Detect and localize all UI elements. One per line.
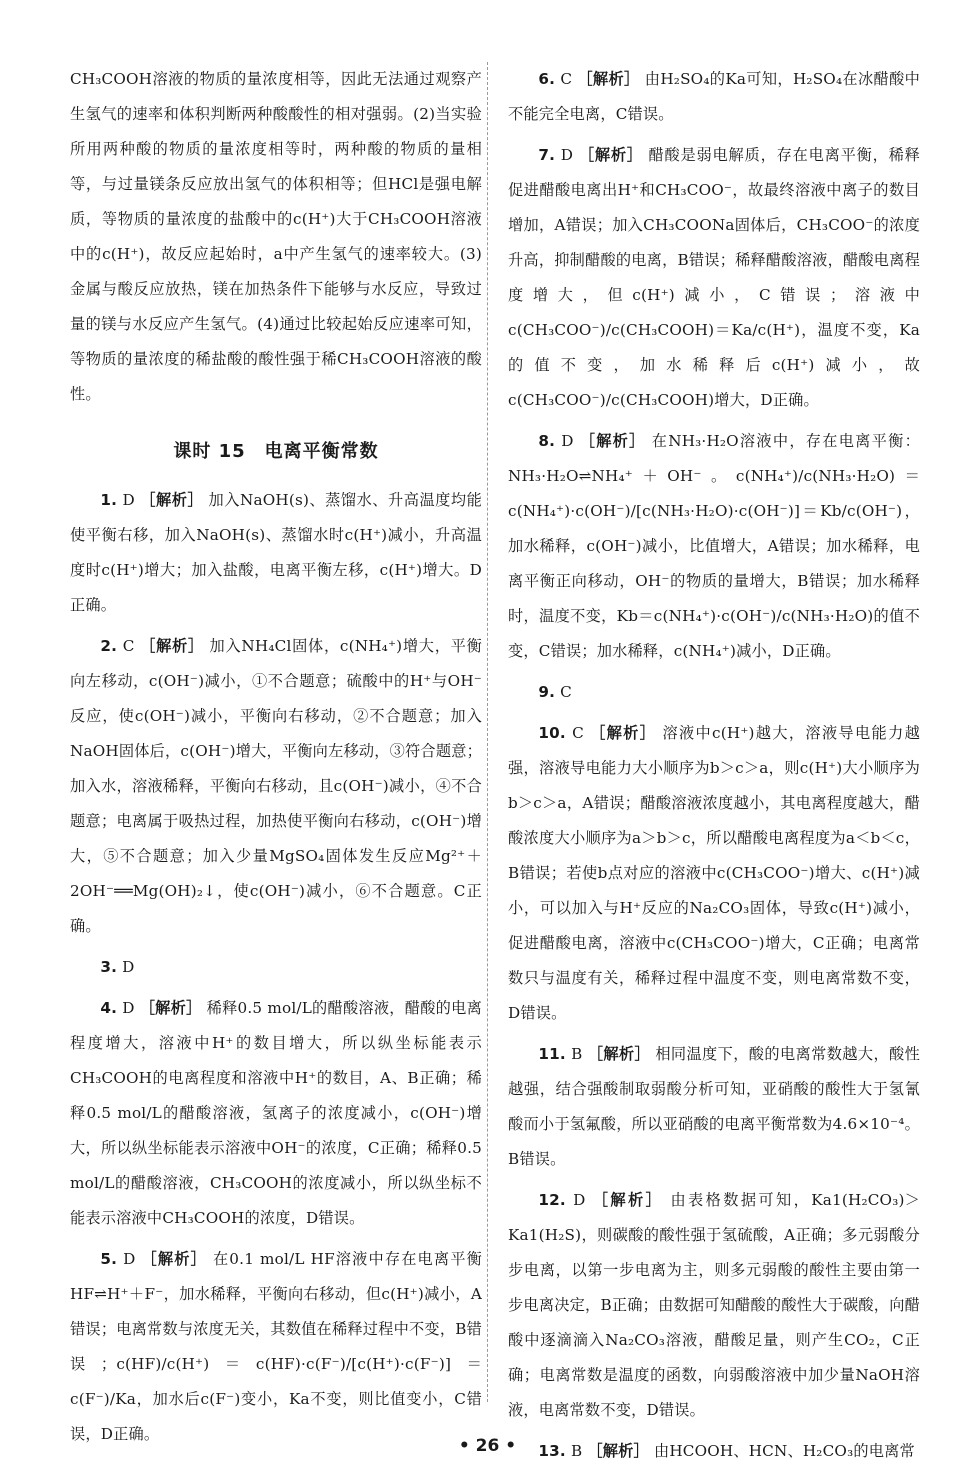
item-text: 稀释0.5 mol/L的醋酸溶液，醋酸的电离程度增大，溶液中H⁺的数目增大，所以纵坐标能表示CH₃COOH的电离程度和溶液中H⁺的数目，A、B正确；稀释0.5 mol/L的醋酸溶液，氢离子的浓度减小，c(OH⁻)增大，所以纵坐标能表示溶液中OH⁻的浓度，C正确；稀释0.5 mol/L的醋酸溶液，CH₃COOH的浓度减小，所以纵坐标不能表示溶液中CH₃COOH的浓度，D错误。 xyxy=(70,999,482,1227)
item-tag: ［解析］ xyxy=(141,1250,207,1268)
item-answer: D xyxy=(122,999,135,1017)
item-text: 溶液中c(H⁺)越大，溶液导电能力越强，溶液导电能力大小顺序为b＞c＞a，则c(H⁺)大小顺序为b＞c＞a，A错误；醋酸溶液浓度越小，其电离程度越大，醋酸浓度大小顺序为a＞b＞c，所以醋酸电离程度为a＜b＜c，B错误；若使b点对应的溶液中c(CH₃COO⁻)增大、c(H⁺)减小，可以加入与H⁺反应的Na₂CO₃固体，导致c(H⁺)减小，促进醋酸电离，溶液中c(CH₃COO⁻)增大，C正确；电离常数只与温度有关，稀释过程中温度不变，则电离常数不变，D错误。 xyxy=(508,724,921,1022)
item-tag: ［解析］ xyxy=(579,432,646,450)
item-text: 由HCOOH、HCN、H₂CO₃的电离常 xyxy=(653,1442,915,1460)
item-answer: B xyxy=(571,1045,583,1063)
item-tag: ［解析］ xyxy=(592,1191,664,1209)
column-divider xyxy=(487,62,488,1402)
answer-item-4 xyxy=(70,991,482,1236)
item-answer: D xyxy=(561,432,574,450)
answer-item-1 xyxy=(70,483,482,623)
item-number: 2. xyxy=(100,637,118,655)
left-column xyxy=(70,62,482,1458)
item-answer: C xyxy=(122,637,135,655)
item-answer: D xyxy=(122,958,135,976)
intro-paragraph: CH₃COOH溶液的物质的量浓度相等，因此无法通过观察产生氢气的速率和体积判断两种酸酸性的相对强弱。(2)当实验所用两种酸的物质的量浓度相等时，两种酸的物质的量相等，与过量镁条反应放出氢气的体积相等；但HCl是强电解质，等物质的量浓度的盐酸中的c(H⁺)大于CH₃COOH溶液中的c(H⁺)，故反应起始时，a中产生氢气的速率较大。(3)金属与酸反应放热，镁在加热条件下能够与水反应，导致过量的镁与水反应产生氢气。(4)通过比较起始反应速率可知，等物质的量浓度的稀盐酸的酸性强于稀CH₃COOH溶液的酸性。 xyxy=(70,70,482,403)
item-text: 在0.1 mol/L HF溶液中存在电离平衡HF⇌H⁺＋F⁻，加水稀释，平衡向右移动，但c(H⁺)减小，A错误；电离常数与浓度无关，其数值在稀释过程中不变，B错误；c(HF)/c(H⁺)＝c(HF)·c(F⁻)/[c(H⁺)·c(F⁻)]＝c(F⁻)/Ka，加水后c(F⁻)变小，Ka不变，则比值变小，C错误，D正确。 xyxy=(70,1250,482,1443)
item-tag: ［解析］ xyxy=(140,637,204,655)
item-tag: ［解析］ xyxy=(587,1045,651,1063)
item-answer: B xyxy=(570,1442,583,1460)
item-answer: D xyxy=(122,491,135,509)
item-text: 由表格数据可知，Ka1(H₂CO₃)＞Ka1(H₂S)，则碳酸的酸性强于氢硫酸，A正确；多元弱酸分步电离，以第一步电离为主，则多元弱酸的酸性主要由第一步电离决定，B正确；由数据可知醋酸的酸性大于碳酸，向醋酸中逐滴滴入Na₂CO₃溶液，醋酸足量，则产生CO₂，C正确；电离常数是温度的函数，向弱酸溶液中加少量NaOH溶液，电离常数不变，D错误。 xyxy=(508,1191,921,1419)
item-answer: D xyxy=(123,1250,136,1268)
answer-item-7 xyxy=(508,138,920,418)
answer-item-6 xyxy=(508,62,920,132)
item-tag: ［解析］ xyxy=(139,999,202,1017)
item-answer: C xyxy=(560,683,572,701)
answer-item-5 xyxy=(70,1242,482,1452)
page-number: • 26 • xyxy=(458,1436,517,1456)
item-number: 12. xyxy=(538,1191,566,1209)
item-tag: ［解析］ xyxy=(590,724,657,742)
item-number: 1. xyxy=(100,491,118,509)
answer-item-10 xyxy=(508,716,920,1031)
item-number: 3. xyxy=(100,958,118,976)
answer-item-3 xyxy=(70,950,482,985)
answer-item-9 xyxy=(508,675,920,710)
item-answer: C xyxy=(560,70,573,88)
item-number: 10. xyxy=(538,724,566,742)
item-answer: C xyxy=(572,724,584,742)
item-number: 6. xyxy=(538,70,556,88)
item-answer: D xyxy=(560,146,574,164)
item-text: 加入NaOH(s)、蒸馏水、升高温度均能使平衡右移，加入NaOH(s)、蒸馏水时c(H⁺)减小，升高温度时c(H⁺)增大；加入盐酸，电离平衡左移，c(H⁺)增大。D正确。 xyxy=(70,491,483,614)
item-number: 9. xyxy=(538,683,556,701)
item-number: 7. xyxy=(538,146,556,164)
item-text: 由H₂SO₄的Ka可知，H₂SO₄在冰醋酸中不能完全电离，C错误。 xyxy=(508,70,921,123)
right-column xyxy=(508,62,920,1475)
answer-item-12 xyxy=(508,1183,920,1428)
item-text: 醋酸是弱电解质，存在电离平衡，稀释促进醋酸电离出H⁺和CH₃COO⁻，故最终溶液中离子的数目增加，A错误；加入CH₃COONa固体后，CH₃COO⁻的浓度升高，抑制醋酸的电离，B错误；稀释醋酸溶液，醋酸电离程度增大，但c(H⁺)减小，C错误；溶液中c(CH₃COO⁻)/c(CH₃COOH)＝Ka/c(H⁺)，温度不变，Ka的值不变，加水稀释后c(H⁺)减小，故c(CH₃COO⁻)/c(CH₃COOH)增大，D正确。 xyxy=(508,146,921,409)
answer-item-8 xyxy=(508,424,920,669)
item-tag: ［解析］ xyxy=(578,146,643,164)
item-text: 加入NH₄Cl固体，c(NH₄⁺)增大，平衡向左移动，c(OH⁻)减小，①不合题意；硫酸中的H⁺与OH⁻反应，使c(OH⁻)减小，平衡向右移动，②不合题意；加入NaOH固体后，c(OH⁻)增大，平衡向左移动，③符合题意；加入水，溶液稀释，平衡向右移动，且c(OH⁻)减小，④不合题意；电离属于吸热过程，加热使平衡向右移动，c(OH⁻)增大，⑤不合题意；加入少量MgSO₄固体发生反应Mg²⁺＋2OH⁻══Mg(OH)₂↓，使c(OH⁻)减小，⑥不合题意。C正确。 xyxy=(70,637,483,935)
answer-item-11 xyxy=(508,1037,920,1177)
item-number: 8. xyxy=(538,432,556,450)
item-tag: ［解析］ xyxy=(140,491,204,509)
item-number: 13. xyxy=(538,1442,566,1460)
answer-item-2 xyxy=(70,629,482,944)
item-number: 4. xyxy=(100,999,118,1017)
item-tag: ［解析］ xyxy=(577,70,640,88)
section-heading: 课时 15 电离平衡常数 xyxy=(173,441,379,462)
item-number: 5. xyxy=(100,1250,118,1268)
item-text: 相同温度下，酸的电离常数越大，酸性越强，结合强酸制取弱酸分析可知，亚硝酸的酸性大于氢氰酸而小于氢氟酸，所以亚硝酸的电离平衡常数为4.6×10⁻⁴。B错误。 xyxy=(508,1045,921,1168)
item-tag: ［解析］ xyxy=(587,1442,649,1460)
item-text: 在NH₃·H₂O溶液中，存在电离平衡：NH₃·H₂O⇌NH₄⁺＋OH⁻。c(NH₄⁺)/c(NH₃·H₂O)＝c(NH₄⁺)·c(OH⁻)/[c(NH₃·H₂O)·c(OH⁻)]＝Kb/c(OH⁻)，加水稀释，c(OH⁻)减小，比值增大，A错误；加水稀释，电离平衡正向移动，OH⁻的物质的量增大，B错误；加水稀释时，温度不变，Kb＝c(NH₄⁺)·c(OH⁻)/c(NH₃·H₂O)的值不变，C错误；加水稀释，c(NH₄⁺)减小，D正确。 xyxy=(508,432,920,660)
item-number: 11. xyxy=(538,1045,566,1063)
item-answer: D xyxy=(573,1191,586,1209)
